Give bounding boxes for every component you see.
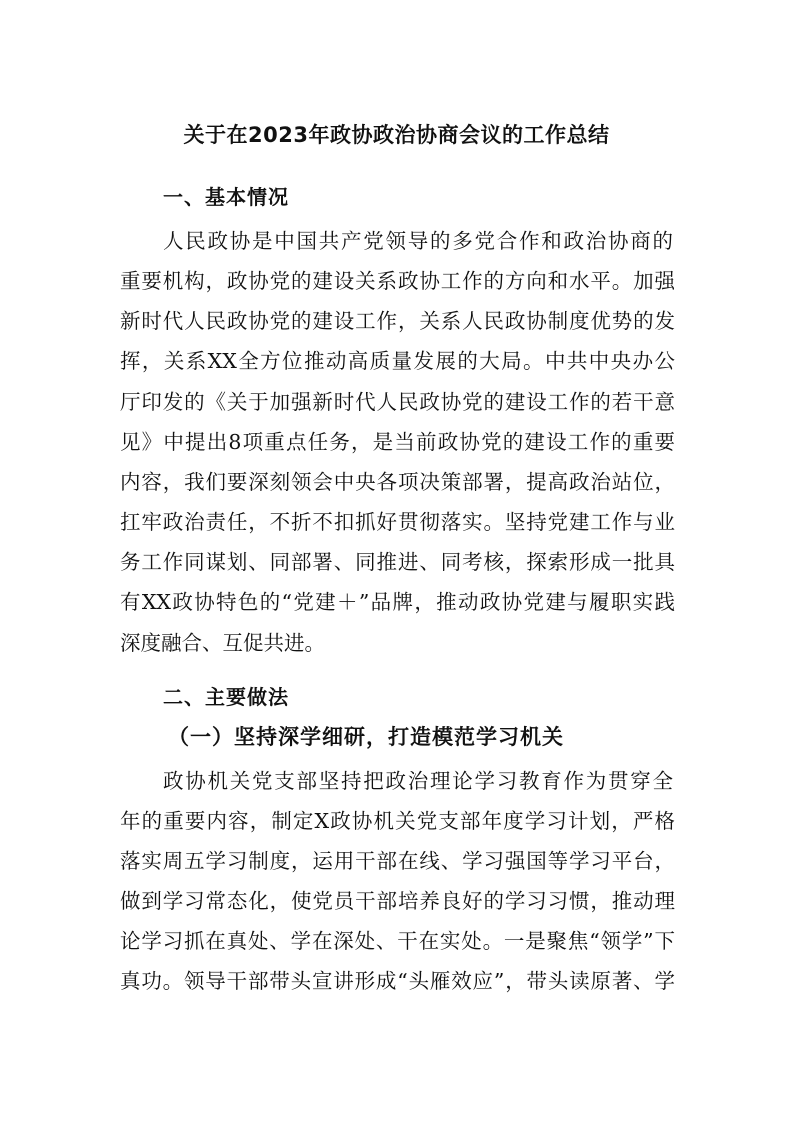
paragraph-line: 重要机构，政协党的建设关系政协工作的方向和水平。加强 [120,269,675,293]
section-heading-main-practices: 二、主要做法 [163,685,289,709]
paragraph-line: 年的重要内容，制定X政协机关党支部年度学习计划，严格 [120,809,675,833]
paragraph-line: 深度融合、互促共进。 [120,631,325,655]
paragraph-line: 务工作同谋划、同部署、同推进、同考核，探索形成一批具 [120,550,675,574]
paragraph-line: 内容，我们要深刻领会中央各项决策部署，提高政治站位， [120,470,675,494]
paragraph-line: 论学习抓在真处、学在深处、干在实处。一是聚焦“领学”下 [120,929,675,953]
document-title: 关于在2023年政协政治协商会议的工作总结 [183,123,610,147]
paragraph-line: 人民政协是中国共产党领导的多党合作和政治协商的 [163,229,673,253]
paragraph-line: 见》中提出8项重点任务，是当前政协党的建设工作的重要 [120,430,675,454]
subsection-heading: （一）坚持深学细研，打造模范学习机关 [168,725,564,749]
paragraph-line: 真功。领导干部带头宣讲形成“头雁效应”，带头读原著、学 [120,969,675,993]
section-heading-basic-situation: 一、基本情况 [163,185,289,209]
paragraph-line: 政协机关党支部坚持把政治理论学习教育作为贯穿全 [163,769,673,793]
paragraph-line: 挥，关系XX全方位推动高质量发展的大局。中共中央办公 [120,349,675,373]
paragraph-line: 有XX政协特色的“党建＋”品牌，推动政协党建与履职实践 [120,590,675,614]
paragraph-line: 扛牢政治责任，不折不扣抓好贯彻落实。坚持党建工作与业 [120,510,675,534]
paragraph-line: 落实周五学习制度，运用干部在线、学习强国等学习平台， [120,849,675,873]
paragraph-line: 做到学习常态化，使党员干部培养良好的学习习惯，推动理 [120,889,675,913]
paragraph-line: 厅印发的《关于加强新时代人民政协党的建设工作的若干意 [120,390,675,414]
paragraph-line: 新时代人民政协党的建设工作，关系人民政协制度优势的发 [120,309,675,333]
